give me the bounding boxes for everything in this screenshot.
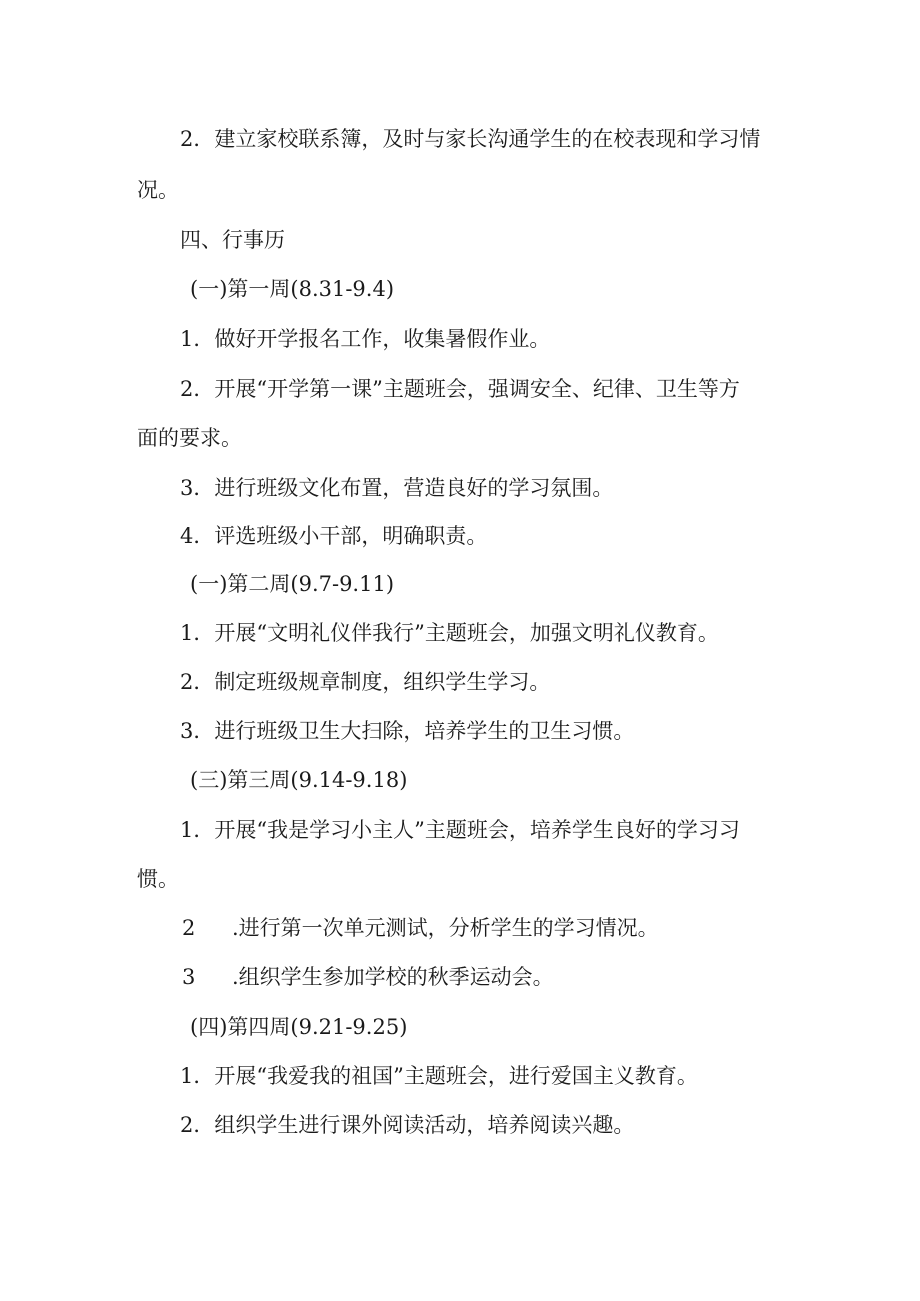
week-heading: (一)第一周(8.31-9.4) (190, 277, 395, 301)
week-heading: (三)第三周(9.14-9.18) (190, 768, 408, 792)
paragraph-line: 2．开展“开学第一课”主题班会，强调安全、纪律、卫生等方 (180, 377, 740, 401)
paragraph-line: 1．做好开学报名工作，收集暑假作业。 (180, 327, 551, 351)
paragraph-line: 2．组织学生进行课外阅读活动，培养阅读兴趣。 (180, 1113, 635, 1137)
list-number: 3 (182, 965, 196, 989)
paragraph-line: 惯。 (137, 867, 179, 891)
paragraph-line: .进行第一次单元测试，分析学生的学习情况。 (232, 916, 659, 940)
paragraph-line: 1．开展“文明礼仪伴我行”主题班会，加强文明礼仪教育。 (180, 621, 719, 645)
paragraph-line: 况。 (137, 178, 179, 202)
week-heading: (四)第四周(9.21-9.25) (190, 1015, 408, 1039)
list-number: 2 (182, 916, 196, 940)
paragraph-line: 2．建立家校联系簿，及时与家长沟通学生的在校表现和学习情 (180, 127, 761, 151)
week-heading: (一)第二周(9.7-9.11) (190, 572, 395, 596)
paragraph-line: 3．进行班级卫生大扫除，培养学生的卫生习惯。 (180, 719, 635, 743)
paragraph-line: .组织学生参加学校的秋季运动会。 (232, 965, 554, 989)
paragraph-line: 4．评选班级小干部，明确职责。 (180, 524, 488, 548)
paragraph-line: 3．进行班级文化布置，营造良好的学习氛围。 (180, 476, 614, 500)
section-heading: 四、行事历 (180, 228, 285, 252)
paragraph-line: 1．开展“我爱我的祖国”主题班会，进行爱国主义教育。 (180, 1064, 698, 1088)
paragraph-line: 2．制定班级规章制度，组织学生学习。 (180, 670, 551, 694)
paragraph-line: 1．开展“我是学习小主人”主题班会，培养学生良好的学习习 (180, 818, 740, 842)
paragraph-line: 面的要求。 (137, 426, 242, 450)
